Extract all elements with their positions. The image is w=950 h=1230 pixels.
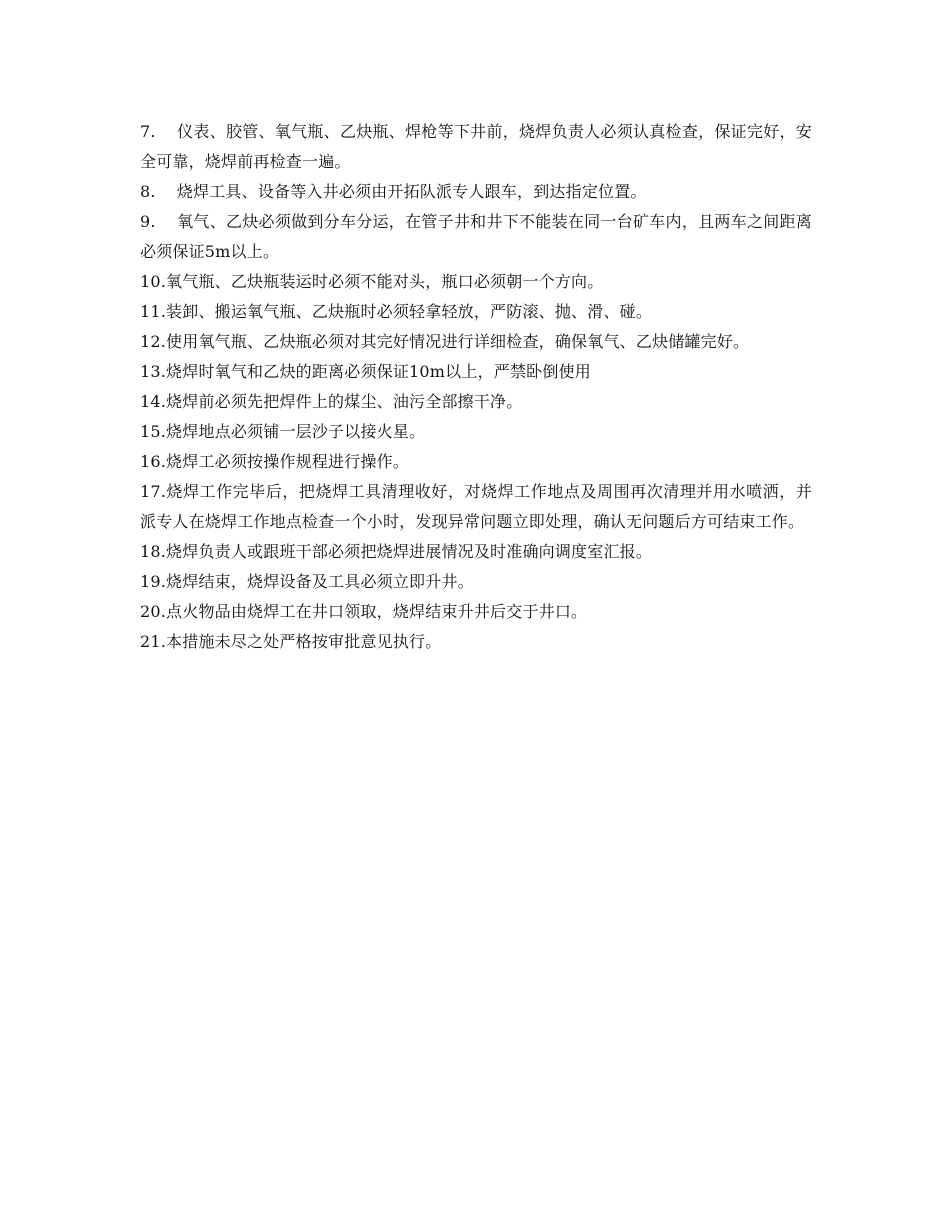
list-item: 21.本措施未尽之处严格按审批意见执行。 xyxy=(140,632,442,651)
list-item: 15.烧焊地点必须铺一层沙子以接火星。 xyxy=(140,422,426,441)
document-body xyxy=(140,117,812,657)
list-item: 10.氧气瓶、乙炔瓶装运时必须不能对头，瓶口必须朝一个方向。 xyxy=(140,272,604,291)
list-item: 18.烧焊负责人或跟班干部必须把烧焊进展情况及时准确向调度室汇报。 xyxy=(140,542,653,561)
list-item: 8. 烧焊工具、设备等入井必须由开拓队派专人跟车，到达指定位置。 xyxy=(140,182,647,201)
list-item: 7. 仪表、胶管、氧气瓶、乙炔瓶、焊枪等下井前，烧焊负责人必须认真检查，保证完好，安全可靠，烧焊前再检查一遍。 xyxy=(140,122,812,171)
list-item: 20.点火物品由烧焊工在井口领取，烧焊结束升井后交于井口。 xyxy=(140,602,588,621)
list-item: 14.烧焊前必须先把焊件上的煤尘、油污全部擦干净。 xyxy=(140,392,523,411)
list-item: 11.装卸、搬运氧气瓶、乙炔瓶时必须轻拿轻放，严防滚、抛、滑、碰。 xyxy=(140,302,653,321)
list-item: 16.烧焊工必须按操作规程进行操作。 xyxy=(140,452,410,471)
list-item: 17.烧焊工作完毕后，把烧焊工具清理收好，对烧焊工作地点及周围再次清理并用水喷洒，并派专人在烧焊工作地点检查一个小时，发现异常问题立即处理，确认无问题后方可结束工作。 xyxy=(140,482,812,531)
list-item: 12.使用氧气瓶、乙炔瓶必须对其完好情况进行详细检查，确保氧气、乙炔储罐完好。 xyxy=(140,332,750,351)
list-item: 13.烧焊时氧气和乙炔的距离必须保证10m以上，严禁卧倒使用 xyxy=(140,362,591,381)
list-item: 19.烧焊结束，烧焊设备及工具必须立即升井。 xyxy=(140,572,474,591)
list-item: 9. 氧气、乙炔必须做到分车分运，在管子井和井下不能装在同一台矿车内，且两车之间距离必须保证5m以上。 xyxy=(140,212,812,261)
